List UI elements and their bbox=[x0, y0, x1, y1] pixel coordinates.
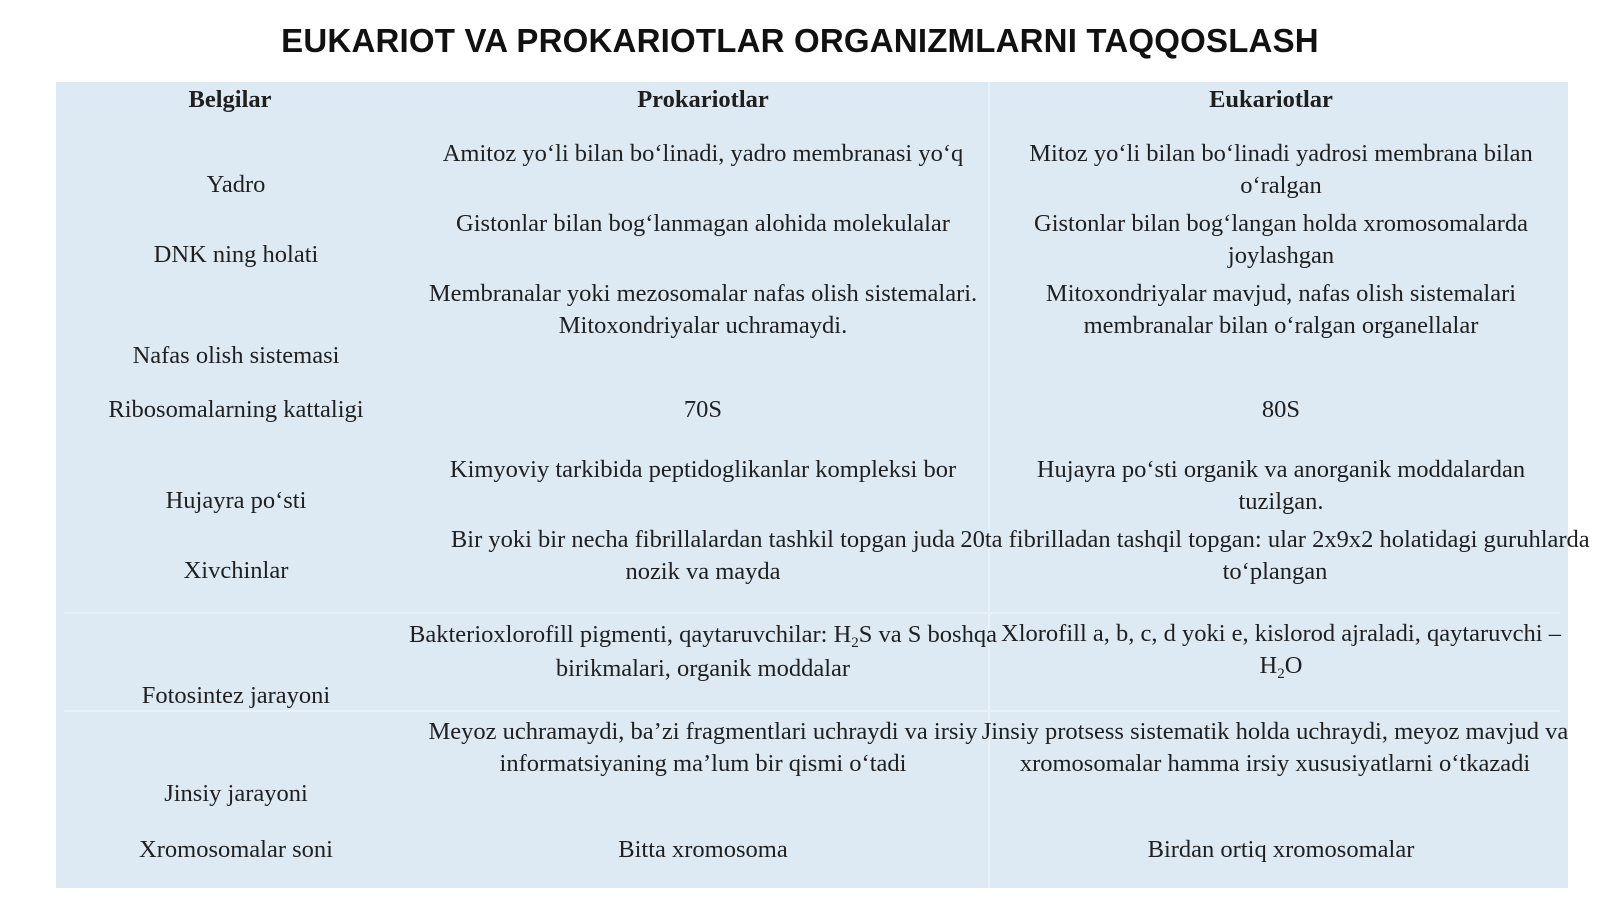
feature-cell: Xivchinlar bbox=[183, 557, 289, 584]
eukaryote-cell: 20ta fibrilladan tashqil topgan: ular 2x9x2 holatidagi guruhlarda to‘plangan bbox=[960, 526, 1590, 585]
prokaryote-cell bbox=[408, 618, 998, 686]
subscript: 2 bbox=[851, 635, 859, 651]
row-divider bbox=[64, 612, 1560, 614]
eukaryote-text: O bbox=[1284, 652, 1303, 679]
eukaryote-cell bbox=[994, 618, 1568, 682]
subscript: 2 bbox=[1277, 666, 1285, 682]
feature-cell: DNK ning holati bbox=[153, 241, 319, 268]
prokaryote-cell: Membranalar yoki mezosomalar nafas olish sistemalari. Mitoxondriyalar uchramaydi. bbox=[428, 280, 978, 339]
eukaryote-cell: Birdan ortiq xromosomalar bbox=[1147, 836, 1415, 863]
feature-cell: Yadro bbox=[206, 171, 266, 198]
eukaryote-text: Xlorofill a, b, c, d yoki e, kislorod ajraladi, qaytaruvchi – H bbox=[1001, 620, 1561, 679]
eukaryote-cell: Gistonlar bilan bog‘langan holda xromosomalarda joylashgan bbox=[1034, 210, 1528, 269]
feature-cell: Xromosomalar soni bbox=[139, 836, 333, 863]
prokaryote-cell: Amitoz yo‘li bilan bo‘linadi, yadro membranasi yo‘q bbox=[442, 140, 964, 167]
eukaryote-cell: Hujayra po‘sti organik va anorganik moddalardan tuzilgan. bbox=[1036, 456, 1526, 515]
prokaryote-text: Bakterioxlorofill pigmenti, qaytaruvchilar: H bbox=[409, 621, 852, 648]
header-eukariotlar: Eukariotlar bbox=[1209, 86, 1333, 113]
header-belgilar: Belgilar bbox=[188, 86, 272, 113]
prokaryote-cell: Bitta xromosoma bbox=[618, 836, 788, 863]
prokaryote-cell: Bir yoki bir necha fibrillalardan tashkil topgan juda nozik va mayda bbox=[450, 526, 956, 585]
eukaryote-cell: 80S bbox=[1261, 396, 1301, 423]
feature-cell: Jinsiy jarayoni bbox=[164, 780, 308, 807]
header-prokariotlar: Prokariotlar bbox=[637, 86, 769, 113]
prokaryote-cell: Kimyoviy tarkibida peptidoglikanlar kompleksi bor bbox=[449, 456, 957, 483]
feature-cell: Fotosintez jarayoni bbox=[141, 682, 331, 709]
prokaryote-cell: Gistonlar bilan bog‘lanmagan alohida molekulalar bbox=[456, 210, 950, 237]
page-title: EUKARIOT VA PROKARIOTLAR ORGANIZMLARNI TAQQOSLASH bbox=[281, 22, 1319, 59]
comparison-table bbox=[56, 82, 1590, 888]
feature-cell: Ribosomalarning kattaligi bbox=[108, 396, 364, 423]
eukaryote-cell: Mitoxondriyalar mavjud, nafas olish sistemalari membranalar bilan o‘ralgan organellalar bbox=[1045, 280, 1517, 339]
feature-cell: Hujayra po‘sti bbox=[165, 487, 307, 514]
prokaryote-cell: 70S bbox=[683, 396, 723, 423]
eukaryote-cell: Jinsiy protsess sistematik holda uchraydi, meyoz mavjud va xromosomalar hamma irsiy xususiyatlarni o‘tkazadi bbox=[981, 718, 1569, 777]
eukaryote-cell: Mitoz yo‘li bilan bo‘linadi yadrosi membrana bilan o‘ralgan bbox=[1029, 140, 1533, 199]
prokaryote-text: S va S boshqa birikmalari, organik moddalar bbox=[555, 621, 997, 682]
feature-cell: Nafas olish sistemasi bbox=[132, 342, 340, 369]
prokaryote-cell: Meyoz uchramaydi, ba’zi fragmentlari uchraydi va irsiy informatsiyaning ma’lum bir qismi o‘tadi bbox=[428, 718, 978, 777]
